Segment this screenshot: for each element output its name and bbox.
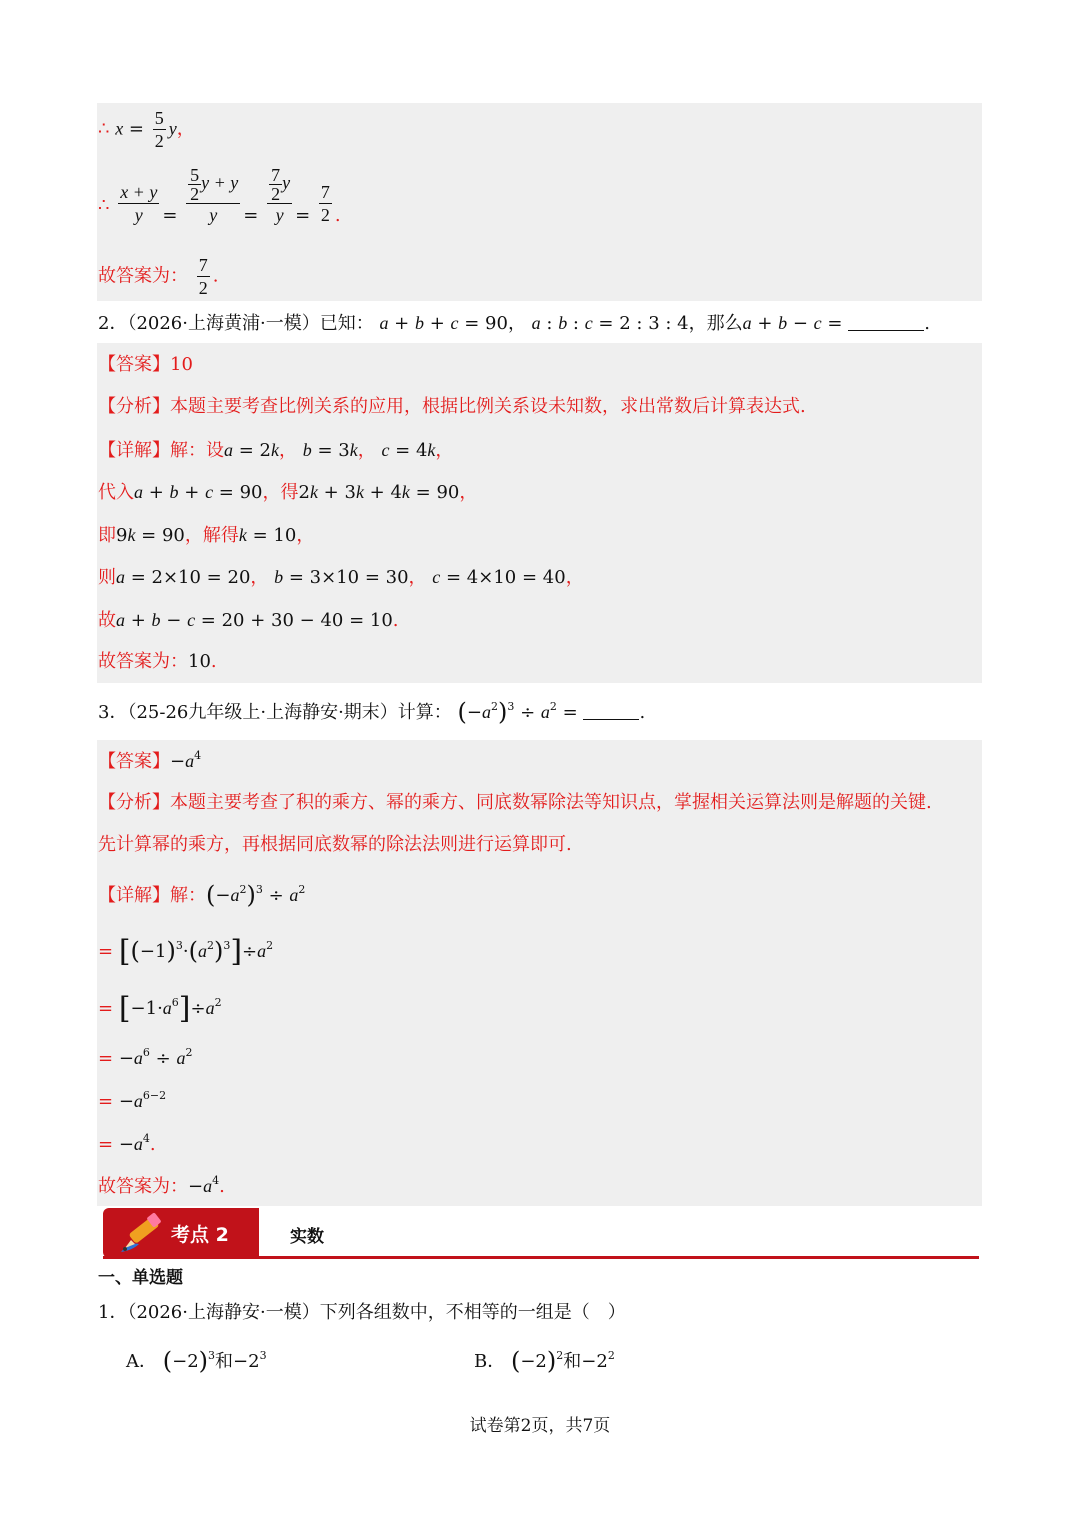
q2-final-answer: 故答案为：10. xyxy=(98,651,217,672)
question-2: 2．（2026·上海黄浦·一模）已知： a + b + c = 90， a : b : c = 2 : 3 : 4，那么a + b − c = . xyxy=(98,313,930,334)
q2-step-result: 故a + b − c = 20 + 30 − 40 = 10. xyxy=(98,610,399,631)
page-footer: 试卷第2页，共7页 xyxy=(469,1416,611,1436)
answer-blank[interactable] xyxy=(848,314,924,331)
q3-step-3: = $-a^6 \div a^2$ xyxy=(98,1046,193,1069)
answer-blank-3[interactable] xyxy=(583,703,639,720)
option-b[interactable]: B． $(-2)^2$和$-2^2$ xyxy=(474,1347,615,1375)
section-title: 实数 xyxy=(290,1227,324,1247)
q3-analysis-1: 【分析】本题主要考查了积的乘方、幂的乘方、同底数幂除法等知识点，掌握相关运算法则是解题的关键. xyxy=(98,792,932,813)
section-label: 考点 2 xyxy=(171,1224,229,1246)
section-rule xyxy=(103,1256,979,1259)
choice-question-1: 1．（2026·上海静安·一模）下列各组数中，不相等的一组是（ ） xyxy=(98,1302,626,1323)
q2-step-solve: 即9k = 90，解得k = 10， xyxy=(98,525,315,546)
q3-step-5: = $-a^4$. xyxy=(98,1132,156,1155)
pencil-icon xyxy=(115,1212,171,1258)
therefore-line-1: ∴ x = $\frac{5}{2}$ y， xyxy=(98,108,195,151)
q3-step-4: = $-a^{6-2}$ xyxy=(98,1089,167,1112)
q2-detail: 【详解】解：设a = 2k， b = 3k， c = 4k， xyxy=(98,440,454,461)
q3-analysis-2: 先计算幂的乘方，再根据同底数幂的除法法则进行运算即可. xyxy=(98,834,572,855)
q3-final-answer: 故答案为：$-a^4$. xyxy=(98,1174,225,1197)
q3-answer: 【答案】$-a^4$ xyxy=(98,749,202,772)
q3-step-2: = $[-1\cdot a^6]\div a^2$ xyxy=(98,991,222,1026)
q3-step-1: = $[(-1)^3\cdot(a^2)^3]\div a^2$ xyxy=(98,934,274,969)
q2-analysis: 【分析】本题主要考查比例关系的应用，根据比例关系设未知数，求出常数后计算表达式. xyxy=(98,396,806,417)
final-answer-line-1: 故答案为： $\frac{7}{2}$ . xyxy=(98,255,219,298)
section-header xyxy=(103,1208,979,1258)
q2-step-substitute: 代入a + b + c = 90，得2k + 3k + 4k = 90， xyxy=(98,482,478,503)
solution-box-2 xyxy=(97,343,982,683)
question-3: 3．（25-26九年级上·上海静安·期末）计算： $(-a^2)^3 \div a^2$ = . xyxy=(98,698,646,726)
q2-answer: 【答案】10 xyxy=(98,354,193,375)
q2-step-values: 则a = 2×10 = 20， b = 3×10 = 30， c = 4×10 = 40， xyxy=(98,567,584,588)
part-heading: 一、单选题 xyxy=(98,1268,183,1288)
therefore-line-2: ∴ $\frac{x + y}{y}$ = $\frac{5}{2}$ y + y y = $\frac{7}{2}$ y y = $\frac{7}{2}$ . xyxy=(98,165,341,226)
q3-detail: 【详解】解：$(-a^2)^3 \div a^2$ xyxy=(98,881,306,909)
option-a[interactable]: A． $(-2)^3$和$-2^3$ xyxy=(126,1347,267,1375)
